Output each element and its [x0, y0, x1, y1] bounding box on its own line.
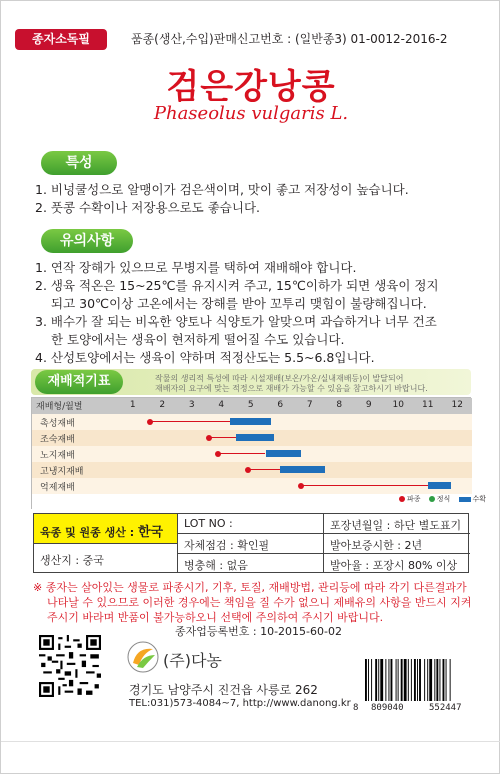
- sow-marker: [206, 435, 212, 441]
- barcode-bar: [414, 659, 416, 701]
- harvest-bar: [236, 434, 274, 441]
- sow-marker: [215, 451, 221, 457]
- danong-logo-icon: [127, 641, 159, 673]
- harvest-bar: [266, 450, 301, 457]
- legend-plant: 정식: [429, 494, 451, 504]
- features-heading: 특성: [41, 151, 117, 175]
- barcode-bar: [391, 659, 393, 701]
- cultivation-heading: 재배적기표: [35, 370, 123, 394]
- chart-header-row: [32, 398, 472, 414]
- month-label: 3: [188, 400, 195, 410]
- barcode-bar: [388, 659, 389, 701]
- chart-legend: [399, 494, 492, 504]
- inspection: 자체점검 : 확인필: [178, 534, 324, 554]
- chart-row: [32, 430, 472, 446]
- scientific-name: Phaseolus vulgaris L.: [153, 103, 349, 124]
- caution-item: 2. 생육 적온은 15~25℃를 유지시켜 주고, 15℃이하가 되면 생육이 정지: [35, 278, 439, 293]
- harvest-bar: [280, 466, 324, 473]
- cultivation-schedule-chart: [31, 397, 471, 509]
- warning-text: 주시기 바라며 반품이 불가능하오니 선택에 주의하여 주시기 바랍니다.: [47, 611, 384, 624]
- growth-line: [248, 469, 280, 470]
- barcode-bar: [419, 659, 421, 701]
- barcode-lead-digit: 8: [353, 703, 359, 713]
- barcode-bar: [434, 659, 435, 701]
- growth-line: [218, 453, 265, 454]
- month-label: 4: [218, 400, 225, 410]
- chart-row: [32, 462, 472, 478]
- legend-harvest: 수확: [459, 494, 487, 504]
- growth-line: [150, 421, 230, 422]
- origin-label: 육종 및 원종 생산 :: [40, 526, 138, 539]
- month-label: 11: [422, 400, 434, 410]
- caution-item: 3. 배수가 잘 되는 비옥한 양토나 식양토가 알맞으며 과습하거나 너무 건조: [35, 314, 437, 329]
- month-label: 10: [392, 400, 404, 410]
- month-label: 6: [277, 400, 284, 410]
- row-label: 촉성재배: [40, 419, 75, 429]
- chart-row: [32, 414, 472, 430]
- row-label: 억제재배: [40, 483, 75, 493]
- qr-code: [39, 635, 101, 697]
- origin-value: 한국: [137, 525, 164, 540]
- month-label: 2: [159, 400, 166, 410]
- month-label: 5: [247, 400, 254, 410]
- row-label: 고냉지재배: [40, 467, 84, 477]
- row-label: 조숙재배: [40, 435, 75, 445]
- barcode-bar: [443, 659, 445, 701]
- bottom-edge: [1, 741, 500, 742]
- barcode-bar: [371, 659, 372, 701]
- barcode-bar: [368, 659, 369, 701]
- caution-item: 한 토양에서는 생육이 현저하게 떨어질 수도 있습니다.: [51, 332, 345, 347]
- barcode-bar: [401, 659, 403, 701]
- barcode-bar: [427, 659, 428, 701]
- caution-item: 1. 연작 장해가 있으므로 무병지를 택하여 재배해야 합니다.: [35, 260, 357, 275]
- legend-sow: 파종: [399, 494, 421, 504]
- barcode-bar: [380, 659, 383, 701]
- barcode-bar: [398, 659, 399, 701]
- company-name: (주)다농: [163, 651, 222, 670]
- chart-header-label: 재배형/월별: [36, 402, 83, 412]
- origin-cell: [34, 514, 178, 544]
- barcode-bar: [408, 659, 409, 701]
- barcode-bar: [446, 659, 447, 701]
- cautions-heading: 유의사항: [41, 229, 133, 253]
- feature-item: 2. 풋콩 수확이나 저장용으로도 좋습니다.: [35, 200, 260, 215]
- seed-disinfected-badge: 종자소독필: [15, 29, 107, 50]
- harvest-bar: [230, 418, 271, 425]
- barcode-bar: [375, 659, 377, 701]
- cultivation-note: 재배자의 요구에 맞는 적정으로 재배가 가능할 수 있음을 참고하시기 바랍니다.: [155, 384, 428, 393]
- company-address: 경기도 남양주시 진건읍 사릉로 262: [129, 683, 318, 697]
- harvest-bar: [428, 482, 452, 489]
- warning-text: ※ 종자는 살아있는 생물로 파종시기, 기후, 토질, 재배방법, 관리등에 따라 각기 다른결과가: [33, 581, 467, 594]
- product-info-table: [33, 513, 469, 573]
- month-label: 1: [129, 400, 136, 410]
- barcode-right-digits: 552447: [429, 703, 462, 713]
- product-title: 검은강낭콩: [166, 67, 336, 107]
- barcode-bar: [378, 659, 379, 701]
- month-label: 8: [336, 400, 343, 410]
- cultivation-note: 작물의 생리적 특성에 따라 시설재배(보온/가온/실내재배등)이 발달되어: [155, 374, 404, 383]
- production-place: 생산지 : 중국: [34, 544, 178, 572]
- row-label: 노지재배: [40, 451, 75, 461]
- registration-number: 품종(생산,수입)판매신고번호 : (일반종3) 01-0012-2016-2: [131, 32, 448, 46]
- barcode-bar: [450, 659, 451, 701]
- lot-number: LOT NO :: [178, 514, 324, 534]
- disease-status: 병충해 : 없음: [178, 554, 324, 572]
- barcode-bar: [396, 659, 397, 701]
- top-bar: [15, 29, 487, 51]
- growth-line: [209, 437, 236, 438]
- barcode-bar: [365, 659, 367, 701]
- sow-marker: [245, 467, 251, 473]
- barcode-bar: [385, 659, 386, 701]
- warning-text: 나타날 수 있으므로 이러한 경우에는 책임을 질 수가 없으니 제배유의 사항을 반드시 지켜: [47, 596, 472, 609]
- germination-rate: 발아율 : 포장시 80% 이상: [330, 559, 458, 572]
- month-label: 12: [451, 400, 463, 410]
- package-date: 포장년월일 : 하단 별도표기: [324, 514, 470, 534]
- germination-guarantee: 발아보증시한 : 2년: [324, 534, 470, 554]
- barcode-bar: [417, 659, 418, 701]
- feature-item: 1. 비넝쿨성으로 알맹이가 검은색이며, 맛이 좋고 저장성이 높습니다.: [35, 182, 409, 197]
- barcode-bar: [439, 659, 440, 701]
- sow-marker: [298, 483, 304, 489]
- caution-item: 4. 산성토양에서는 생육이 약하며 적정산도는 5.5~6.8입니다.: [35, 350, 375, 365]
- month-label: 7: [306, 400, 313, 410]
- business-registration: 종자업등록번호 : 10-2015-60-02: [175, 625, 342, 638]
- company-contact: TEL:031)573-4084~7, http://www.danong.kr: [129, 698, 351, 709]
- barcode-bar: [411, 659, 412, 701]
- month-label: 9: [365, 400, 372, 410]
- barcode-bar: [424, 659, 425, 701]
- sow-marker: [147, 419, 153, 425]
- caution-item: 되고 30℃이상 고온에서는 장해를 받아 꼬투리 맺힘이 불량해집니다.: [51, 296, 427, 311]
- barcode-bar: [436, 659, 438, 701]
- chart-row: [32, 446, 472, 462]
- barcode: [361, 659, 481, 703]
- barcode-bar: [404, 659, 407, 701]
- barcode-bar: [429, 659, 432, 701]
- chart-row: [32, 478, 472, 494]
- growth-line: [301, 485, 428, 486]
- barcode-left-digits: 809040: [371, 703, 404, 713]
